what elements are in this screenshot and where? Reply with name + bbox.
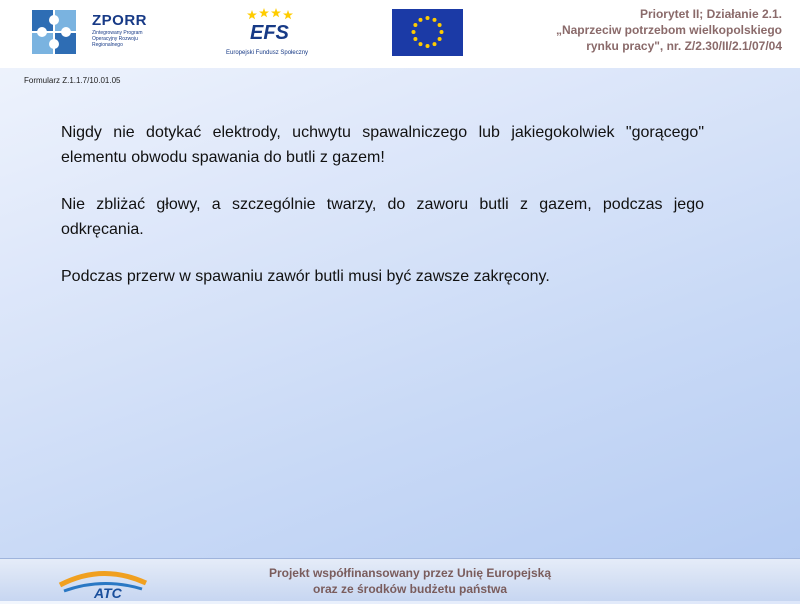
main-content [61,120,704,311]
atc-logo [54,565,150,599]
efs-logo [222,6,322,62]
puzzle-icon [30,8,80,58]
efs-caption: Europejski Fundusz Społeczny [226,50,309,56]
priority-info [512,6,782,54]
footer [0,558,800,601]
zporr-logo [30,8,160,60]
priority-line-3: rynku pracy", nr. Z/2.30/II/2.1/07/04 [586,39,782,53]
zporr-title: ZPORR [92,12,147,29]
priority-line-2: „Naprzeciw potrzebom wielkopolskiego [555,23,782,37]
header [0,0,800,68]
footer-line-2: oraz ze środków budżetu państwa [312,582,508,596]
atc-logo-icon [54,565,150,599]
paragraph-1: Nigdy nie dotykać elektrody, uchwytu spawalniczego lub jakiegokolwiek "gorącego" elementu obwodu spawania do butli z gazem! [61,124,704,166]
zporr-subtitle: Zintegrowany Program Operacyjny Rozwoju Regionalnego [92,30,143,48]
footer-text [220,565,600,597]
footer-line-1: Projekt współfinansowany przez Unię Europejską [268,566,552,580]
paragraph-2: Nie zbliżać głowy, a szczególnie twarzy, do zaworu butli z gazem, podczas jego odkręcania. [61,196,704,238]
eu-stars-icon [392,9,463,56]
efs-title: EFS [250,22,289,44]
form-code: Formularz Z.1.1.7/10.01.05 [24,76,121,85]
eu-flag [392,9,463,56]
paragraph-3: Podczas przerw w spawaniu zawór butli musi być zawsze zakręcony. [61,268,550,285]
atc-logo-text: ATC [94,585,122,599]
priority-line-1: Priorytet II; Działanie 2.1. [639,7,782,21]
